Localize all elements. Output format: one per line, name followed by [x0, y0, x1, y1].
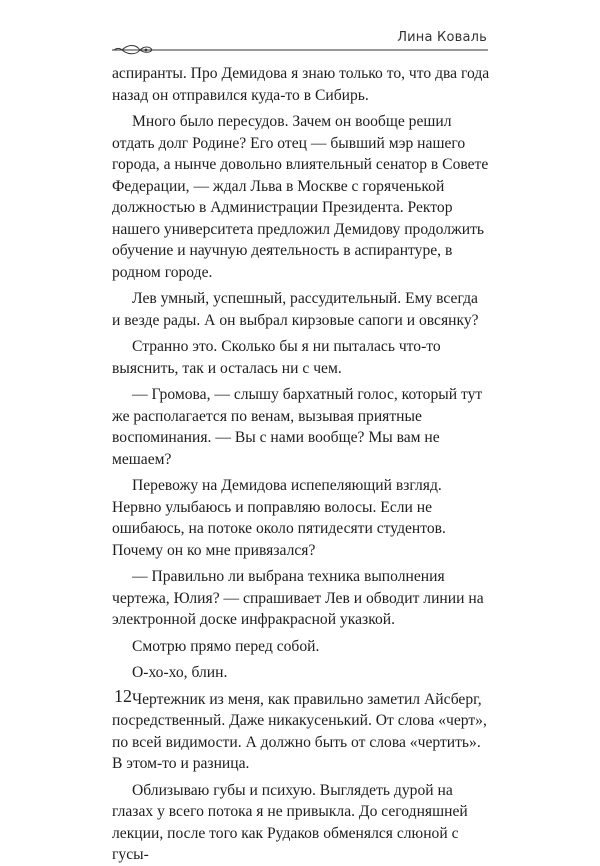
- paragraph: Много было пересудов. Зачем он вообще решил отдать долг Родине? Его отец — бывший мэр нашего города, а нынче довольно влиятельный сенатор в Совете Федерации, — ждал Льва в Москве с горяченькой должностью в Администрации Президента. Ректор нашего университета предложил Демидову продолжить обучение и научную деятельность в аспирантуре, в родном городе.: [112, 113, 489, 281]
- paragraph: — Правильно ли выбрана техника выполнения чертежа, Юлия? — спрашивает Лев и обводит линии на электронной доске инфракрасной указкой.: [112, 568, 484, 628]
- header-rule-ornament: [112, 40, 488, 60]
- paragraph: — Громова, — слышу бархатный голос, который тут же располагается по венам, вызывая приятные воспоминания. — Вы с нами вообще? Мы вам не мешаем?: [112, 386, 483, 468]
- page-number: 12: [114, 686, 132, 706]
- paragraph: аспиранты. Про Демидова я знаю только то, что два года назад он отправился куда-то в Сибирь.: [112, 65, 490, 104]
- paragraph: Облизываю губы и психую. Выглядеть дурой на глазах у всего потока я не привыкла. До сегодняшней лекции, после того как Рудаков обменялся слюной с гусы-: [112, 781, 468, 863]
- body-text: [112, 63, 490, 866]
- running-head-author: Лина Коваль: [397, 30, 487, 45]
- paragraph: Смотрю прямо перед собой.: [132, 637, 320, 655]
- paragraph: Лев умный, успешный, рассудительный. Ему всегда и везде рады. А он выбрал кирзовые сапоги и овсянку?: [112, 290, 479, 329]
- paragraph: Чертежник из меня, как правильно заметил Айсберг, посредственный. Даже никакусенький. От слова «черт», по всей видимости. А должно быть от слова «чертить». В этом-то и разница.: [112, 690, 487, 772]
- paragraph: О-хо-хо, блин.: [132, 664, 228, 681]
- paragraph: Странно это. Сколько бы я ни пыталась что-то выяснить, так и осталась ни с чем.: [112, 338, 441, 377]
- paragraph: Перевожу на Демидова испепеляющий взгляд. Нервно улыбаюсь и поправляю волосы. Если не ошибаюсь, на потоке около пятидесяти студентов. Почему он ко мне привязался?: [112, 477, 446, 559]
